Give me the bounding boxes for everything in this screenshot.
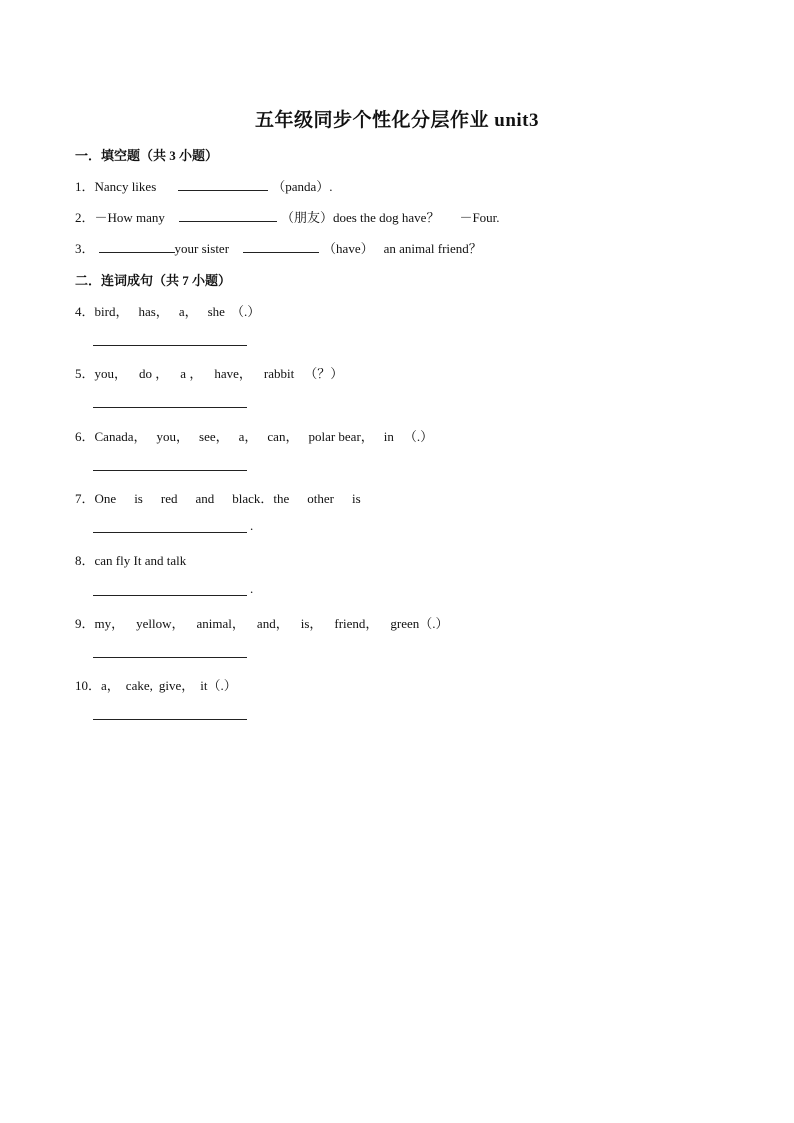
question-hint: （朋友）does the dog have？ (280, 210, 440, 225)
question-10 (75, 675, 237, 694)
sentence-end-mark: . (250, 518, 254, 533)
word: （？） (304, 366, 344, 381)
question-text: Nancy likes (94, 179, 157, 194)
word: （.） (230, 304, 261, 319)
word: a， (238, 429, 258, 444)
word: it（.） (200, 678, 237, 693)
word: is (352, 491, 361, 506)
sentence-end-mark: . (250, 581, 254, 596)
word: rabbit (263, 366, 295, 381)
word: in (383, 429, 394, 444)
word: green（.） (390, 616, 449, 631)
question-number: 1． (75, 179, 95, 194)
word: a， (101, 678, 120, 693)
section-fill-in-heading: 一．填空题（共 3 小题） (75, 148, 219, 163)
question-reply: －Four. (459, 210, 500, 225)
question-1 (75, 176, 333, 195)
question-number: 7． (75, 491, 95, 506)
word: friend， (334, 616, 379, 631)
question-hint: （panda）. (272, 179, 333, 194)
word: a ， (180, 366, 203, 381)
question-4 (75, 301, 260, 320)
word: red (160, 491, 178, 506)
question-text: －How many (94, 210, 165, 225)
answer-blank[interactable] (178, 178, 268, 191)
word: give， (158, 678, 195, 693)
question-number: 4． (75, 304, 95, 319)
question-number: 3． (75, 241, 95, 256)
question-number: 10． (75, 678, 102, 693)
word: animal， (196, 616, 245, 631)
word: my， (94, 616, 125, 631)
word: （.） (403, 429, 434, 444)
question-7 (75, 488, 361, 507)
question-6 (75, 426, 433, 445)
word: black．the (232, 491, 290, 506)
question-9 (75, 613, 449, 632)
word: One (94, 491, 117, 506)
word: you， (156, 429, 190, 444)
answer-line[interactable] (93, 344, 247, 346)
word: cake, (125, 678, 153, 693)
answer-blank[interactable] (243, 240, 319, 253)
word: other (307, 491, 335, 506)
page-title: 五年级同步个性化分层作业 unit3 (255, 110, 539, 131)
question-words: can fly It and talk (94, 553, 187, 568)
word: yellow， (136, 616, 185, 631)
word: have， (214, 366, 252, 381)
question-2 (75, 207, 500, 226)
section-sentence-heading: 二．连词成句（共 7 小题） (75, 273, 232, 288)
question-text-tail: an animal friend？ (383, 241, 482, 256)
question-3 (75, 238, 482, 257)
question-8 (75, 550, 186, 569)
answer-line[interactable] (93, 718, 247, 720)
word: she (207, 304, 225, 319)
question-text: your sister (174, 241, 230, 256)
word: has， (138, 304, 169, 319)
word: and (195, 491, 215, 506)
question-number: 6． (75, 429, 95, 444)
question-number: 8． (75, 553, 95, 568)
word: you， (94, 366, 128, 381)
answer-line[interactable] (93, 469, 247, 471)
question-hint: （have） (323, 241, 374, 256)
answer-line[interactable] (93, 656, 247, 658)
word: do ， (139, 366, 169, 381)
word: and， (256, 616, 289, 631)
word: see， (199, 429, 229, 444)
question-5 (75, 363, 343, 382)
word: Canada， (94, 429, 147, 444)
word: bird， (94, 304, 129, 319)
answer-line[interactable] (93, 594, 247, 596)
word: is (134, 491, 143, 506)
question-number: 9． (75, 616, 95, 631)
answer-line[interactable] (93, 406, 247, 408)
question-number: 2． (75, 210, 95, 225)
word: is， (300, 616, 323, 631)
question-number: 5． (75, 366, 95, 381)
answer-line[interactable] (93, 531, 247, 533)
answer-blank[interactable] (99, 240, 175, 253)
answer-blank[interactable] (179, 209, 277, 222)
word: polar bear， (308, 429, 374, 444)
word: can， (267, 429, 299, 444)
word: a， (178, 304, 198, 319)
